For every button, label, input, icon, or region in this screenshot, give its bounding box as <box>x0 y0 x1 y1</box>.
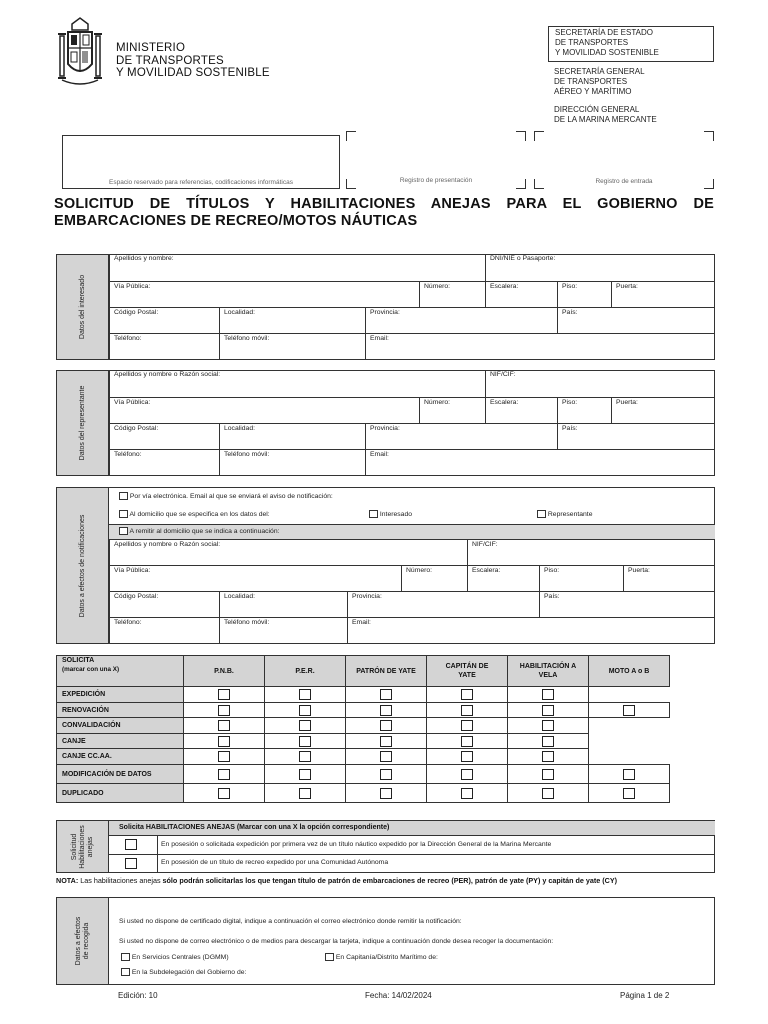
solicita-cell <box>588 702 670 718</box>
representante-email-field[interactable]: Email: <box>365 449 715 476</box>
solicita-cell <box>507 733 589 749</box>
solicita-cell <box>507 748 589 765</box>
solicita-checkbox[interactable] <box>542 736 554 747</box>
solicita-checkbox[interactable] <box>299 720 311 731</box>
registro-entrada-area[interactable]: Registro de entrada <box>534 131 714 189</box>
interesado-localidad-field[interactable]: Localidad: <box>219 307 365 333</box>
solicita-checkbox[interactable] <box>542 788 554 799</box>
notif-provincia-field[interactable]: Provincia: <box>347 591 539 617</box>
domicilio-option[interactable]: Al domicilio que se especifica en los datos del: <box>119 510 270 518</box>
solicita-cell <box>588 764 670 784</box>
notif-localidad-field[interactable]: Localidad: <box>219 591 347 617</box>
interesado-puerta-field[interactable]: Puerta: <box>611 281 715 307</box>
ministry-name: MINISTERIO DE TRANSPORTES Y MOVILIDAD SOSTENIBLE <box>116 42 270 79</box>
notif-puerta-field[interactable]: Puerta: <box>623 565 715 591</box>
solicita-cell <box>264 748 346 765</box>
representante-pais-field[interactable]: País: <box>557 423 715 449</box>
representante-via-field[interactable]: Vía Pública: <box>109 397 419 423</box>
solicita-checkbox[interactable] <box>542 751 554 762</box>
solicita-checkbox[interactable] <box>542 769 554 780</box>
capitania-option[interactable]: En Capitanía/Distrito Marítimo de: <box>325 953 438 961</box>
solicita-checkbox[interactable] <box>542 720 554 731</box>
solicita-checkbox[interactable] <box>461 769 473 780</box>
solicita-checkbox[interactable] <box>299 689 311 700</box>
representante-numero-field[interactable]: Número: <box>419 397 485 423</box>
fecha: Fecha: 14/02/2024 <box>365 991 432 1000</box>
coat-of-arms-logo <box>52 16 108 88</box>
habilitaciones-opt1-row: En posesión o solicitada expedición por primera vez de un título náutico expedido por la Dirección General de la Marina Mercante <box>109 836 715 855</box>
solicita-cell <box>345 764 427 784</box>
representante-piso-field[interactable]: Piso: <box>557 397 611 423</box>
solicita-cell <box>507 783 589 803</box>
interesado-via-field[interactable]: Vía Pública: <box>109 281 419 307</box>
solicita-col-header-3: CAPITÁN DE YATE <box>426 655 508 687</box>
solicita-checkbox[interactable] <box>461 736 473 747</box>
solicita-cell <box>588 783 670 803</box>
interesado-movil-field[interactable]: Teléfono móvil: <box>219 333 365 360</box>
notificaciones-side-label: Datos a efectos de notificaciones <box>57 488 109 643</box>
solicita-row-label: CONVALIDACIÓN <box>56 717 184 734</box>
interesado-piso-field[interactable]: Piso: <box>557 281 611 307</box>
representante-telefono-field[interactable]: Teléfono: <box>109 449 219 476</box>
solicita-checkbox[interactable] <box>299 705 311 716</box>
solicita-cell <box>183 733 265 749</box>
registro-presentacion-area[interactable]: Registro de presentación <box>346 131 526 189</box>
recogida-section <box>56 897 715 985</box>
solicita-col-header-5: MOTO A o B <box>588 655 670 687</box>
solicita-checkbox[interactable] <box>218 705 230 716</box>
notif-nif-field[interactable]: NIF/CIF: <box>467 539 715 565</box>
solicita-cell <box>426 748 508 765</box>
representante-puerta-field[interactable]: Puerta: <box>611 397 715 423</box>
domicilio-interesado-option[interactable]: Interesado <box>369 510 412 518</box>
solicita-cell <box>426 733 508 749</box>
solicita-row-label: EXPEDICIÓN <box>56 686 184 703</box>
electronica-option[interactable]: Por vía electrónica. Email al que se enviará el aviso de notificación: <box>119 492 333 500</box>
solicita-checkbox[interactable] <box>461 720 473 731</box>
interesado-telefono-field[interactable]: Teléfono: <box>109 333 219 360</box>
solicita-cell <box>183 686 265 703</box>
notif-email-field[interactable]: Email: <box>347 617 715 644</box>
representante-nif-field[interactable]: NIF/CIF: <box>485 370 715 397</box>
solicita-row-label: CANJE <box>56 733 184 749</box>
habilitaciones-opt2-row: En posesión de un título de recreo expedido por una Comunidad Autónoma <box>109 855 715 873</box>
interesado-numero-field[interactable]: Número: <box>419 281 485 307</box>
solicita-checkbox[interactable] <box>542 705 554 716</box>
remitir-row <box>109 524 715 539</box>
solicita-cell <box>345 717 427 734</box>
reference-space-box[interactable]: Espacio reservado para referencias, codificaciones informáticas <box>62 135 340 189</box>
solicita-row-label: RENOVACIÓN <box>56 702 184 718</box>
form-title: SOLICITUD DE TÍTULOS Y HABILITACIONES ANEJAS PARA EL GOBIERNO DE EMBARCACIONES DE RECREO/MOTOS NÁUTICAS <box>54 196 714 229</box>
solicita-checkbox[interactable] <box>218 689 230 700</box>
representante-apellidos-field[interactable]: Apellidos y nombre o Razón social: <box>109 370 485 397</box>
habilitaciones-side-label: Solicitud Habilitaciones anejas <box>57 821 109 872</box>
solicita-cell <box>264 764 346 784</box>
solicita-checkbox[interactable] <box>218 751 230 762</box>
recogida-line1: Si usted no dispone de certificado digital, indique a continuación el correo electrónico donde remitir la notificación: <box>119 918 462 925</box>
interesado-pais-field[interactable]: País: <box>557 307 715 333</box>
notif-apellidos-field[interactable]: Apellidos y nombre o Razón social: <box>109 539 467 565</box>
solicita-cell <box>426 764 508 784</box>
electronica-checkbox[interactable] <box>119 492 128 500</box>
solicita-checkbox[interactable] <box>623 769 635 780</box>
solicita-checkbox[interactable] <box>380 720 392 731</box>
solicita-checkbox[interactable] <box>542 689 554 700</box>
subdelegacion-option[interactable]: En la Subdelegación del Gobierno de: <box>121 968 246 976</box>
representante-movil-field[interactable]: Teléfono móvil: <box>219 449 365 476</box>
domicilio-representante-option[interactable]: Representante <box>537 510 592 518</box>
habilitaciones-section <box>56 820 715 873</box>
solicita-cell <box>507 686 589 703</box>
secretaria-general: SECRETARÍA GENERAL DE TRANSPORTES AÉREO Y MARÍTIMO <box>554 67 645 96</box>
solicita-row-label: MODIFICACIÓN DE DATOS <box>56 764 184 784</box>
recogida-side-label: Datos a efectos de recogida <box>57 898 109 984</box>
solicita-header-cell: SOLICITA (marcar con una X) <box>56 655 184 687</box>
servicios-centrales-checkbox[interactable] <box>121 953 130 961</box>
notif-via-field[interactable]: Vía Pública: <box>109 565 401 591</box>
notif-movil-field[interactable]: Teléfono móvil: <box>219 617 347 644</box>
interesado-provincia-field[interactable]: Provincia: <box>365 307 557 333</box>
remitir-option[interactable]: A remitir al domicilio que se indica a continuación: <box>119 527 280 535</box>
representante-cp-field[interactable]: Código Postal: <box>109 423 219 449</box>
secretaria-estado-box: SECRETARÍA DE ESTADO DE TRANSPORTES Y MOVILIDAD SOSTENIBLE <box>548 26 714 62</box>
solicita-row-label: DUPLICADO <box>56 783 184 803</box>
solicita-checkbox[interactable] <box>461 751 473 762</box>
solicita-cell <box>426 717 508 734</box>
pagina: Página 1 de 2 <box>620 991 670 1000</box>
habilitaciones-header: Solicita HABILITACIONES ANEJAS (Marcar con una X la opción correspondiente) <box>109 821 715 836</box>
domicilio-checkbox[interactable] <box>119 510 128 518</box>
edicion: Edición: 10 <box>118 991 158 1000</box>
solicita-checkbox[interactable] <box>299 788 311 799</box>
solicita-cell <box>507 702 589 718</box>
solicita-col-header-4: HABILITACIÓN A VELA <box>507 655 589 687</box>
solicita-col-header-0: P.N.B. <box>183 655 265 687</box>
notif-piso-field[interactable]: Piso: <box>539 565 623 591</box>
interesado-email-field[interactable]: Email: <box>365 333 715 360</box>
solicita-cell <box>264 733 346 749</box>
representante-provincia-field[interactable]: Provincia: <box>365 423 557 449</box>
solicita-cell <box>264 686 346 703</box>
solicita-cell <box>345 783 427 803</box>
notif-cp-field[interactable]: Código Postal: <box>109 591 219 617</box>
solicita-cell <box>345 733 427 749</box>
solicita-cell <box>264 783 346 803</box>
servicios-centrales-option[interactable]: En Servicios Centrales (DGMM) <box>121 953 229 961</box>
solicita-col-header-2: PATRÓN DE YATE <box>345 655 427 687</box>
nota-text: NOTA: Las habilitaciones anejas sólo podrán solicitarlas los que tengan título de patrón de embarcaciones de recreo (PER), patrón de yate (PY) y capitán de yate (CY) <box>56 876 618 885</box>
direccion-general: DIRECCIÓN GENERAL DE LA MARINA MERCANTE <box>554 105 657 124</box>
domicilio-interesado-checkbox[interactable] <box>369 510 378 518</box>
representante-escalera-field[interactable]: Escalera: <box>485 397 557 423</box>
interesado-dni-field[interactable]: DNI/NIE o Pasaporte: <box>485 254 715 281</box>
solicita-checkbox[interactable] <box>623 788 635 799</box>
capitania-checkbox[interactable] <box>325 953 334 961</box>
representante-localidad-field[interactable]: Localidad: <box>219 423 365 449</box>
solicita-checkbox[interactable] <box>461 705 473 716</box>
remitir-checkbox[interactable] <box>119 527 128 535</box>
solicita-cell <box>264 702 346 718</box>
solicita-checkbox[interactable] <box>380 736 392 747</box>
solicita-checkbox[interactable] <box>299 751 311 762</box>
solicita-checkbox[interactable] <box>380 689 392 700</box>
solicita-checkbox[interactable] <box>380 751 392 762</box>
habilitacion-opt2-checkbox[interactable] <box>125 858 137 869</box>
solicita-checkbox[interactable] <box>299 769 311 780</box>
representante-section <box>56 370 715 476</box>
solicita-checkbox[interactable] <box>299 736 311 747</box>
solicita-cell <box>183 717 265 734</box>
solicita-cell <box>507 717 589 734</box>
solicita-cell <box>426 783 508 803</box>
interesado-apellidos-field[interactable]: Apellidos y nombre: <box>109 254 539 281</box>
solicita-checkbox[interactable] <box>218 736 230 747</box>
domicilio-representante-checkbox[interactable] <box>537 510 546 518</box>
solicita-checkbox[interactable] <box>461 689 473 700</box>
subdelegacion-checkbox[interactable] <box>121 968 130 976</box>
solicita-checkbox[interactable] <box>218 720 230 731</box>
solicita-cell <box>183 702 265 718</box>
solicita-cell <box>345 686 427 703</box>
solicita-col-header-1: P.E.R. <box>264 655 346 687</box>
recogida-line2: Si usted no dispone de correo electrónico o de medios para descargar la tarjeta, indique a continuación donde desea recoger la documentación: <box>119 938 554 945</box>
solicita-checkbox[interactable] <box>380 705 392 716</box>
notif-pais-field[interactable]: País: <box>539 591 715 617</box>
solicita-checkbox[interactable] <box>380 788 392 799</box>
habilitacion-opt1-checkbox[interactable] <box>125 839 137 850</box>
solicita-row-label: CANJE CC.AA. <box>56 748 184 765</box>
solicita-checkbox[interactable] <box>623 705 635 716</box>
solicita-checkbox[interactable] <box>218 788 230 799</box>
notif-escalera-field[interactable]: Escalera: <box>467 565 539 591</box>
solicita-cell <box>183 783 265 803</box>
solicita-cell <box>426 702 508 718</box>
solicita-cell <box>345 748 427 765</box>
representante-side-label: Datos del representante <box>57 371 109 475</box>
solicita-cell <box>345 702 427 718</box>
solicita-cell <box>426 686 508 703</box>
notif-telefono-field[interactable]: Teléfono: <box>109 617 219 644</box>
solicita-checkbox[interactable] <box>218 769 230 780</box>
solicita-cell <box>507 764 589 784</box>
interesado-section <box>56 254 715 360</box>
solicita-checkbox[interactable] <box>380 769 392 780</box>
interesado-escalera-field[interactable]: Escalera: <box>485 281 557 307</box>
solicita-cell <box>264 717 346 734</box>
solicita-cell <box>183 764 265 784</box>
interesado-cp-field[interactable]: Código Postal: <box>109 307 219 333</box>
interesado-side-label: Datos del interesado <box>57 255 109 359</box>
solicita-checkbox[interactable] <box>461 788 473 799</box>
notificaciones-section <box>56 487 715 644</box>
notif-numero-field[interactable]: Número: <box>401 565 467 591</box>
solicita-cell <box>183 748 265 765</box>
